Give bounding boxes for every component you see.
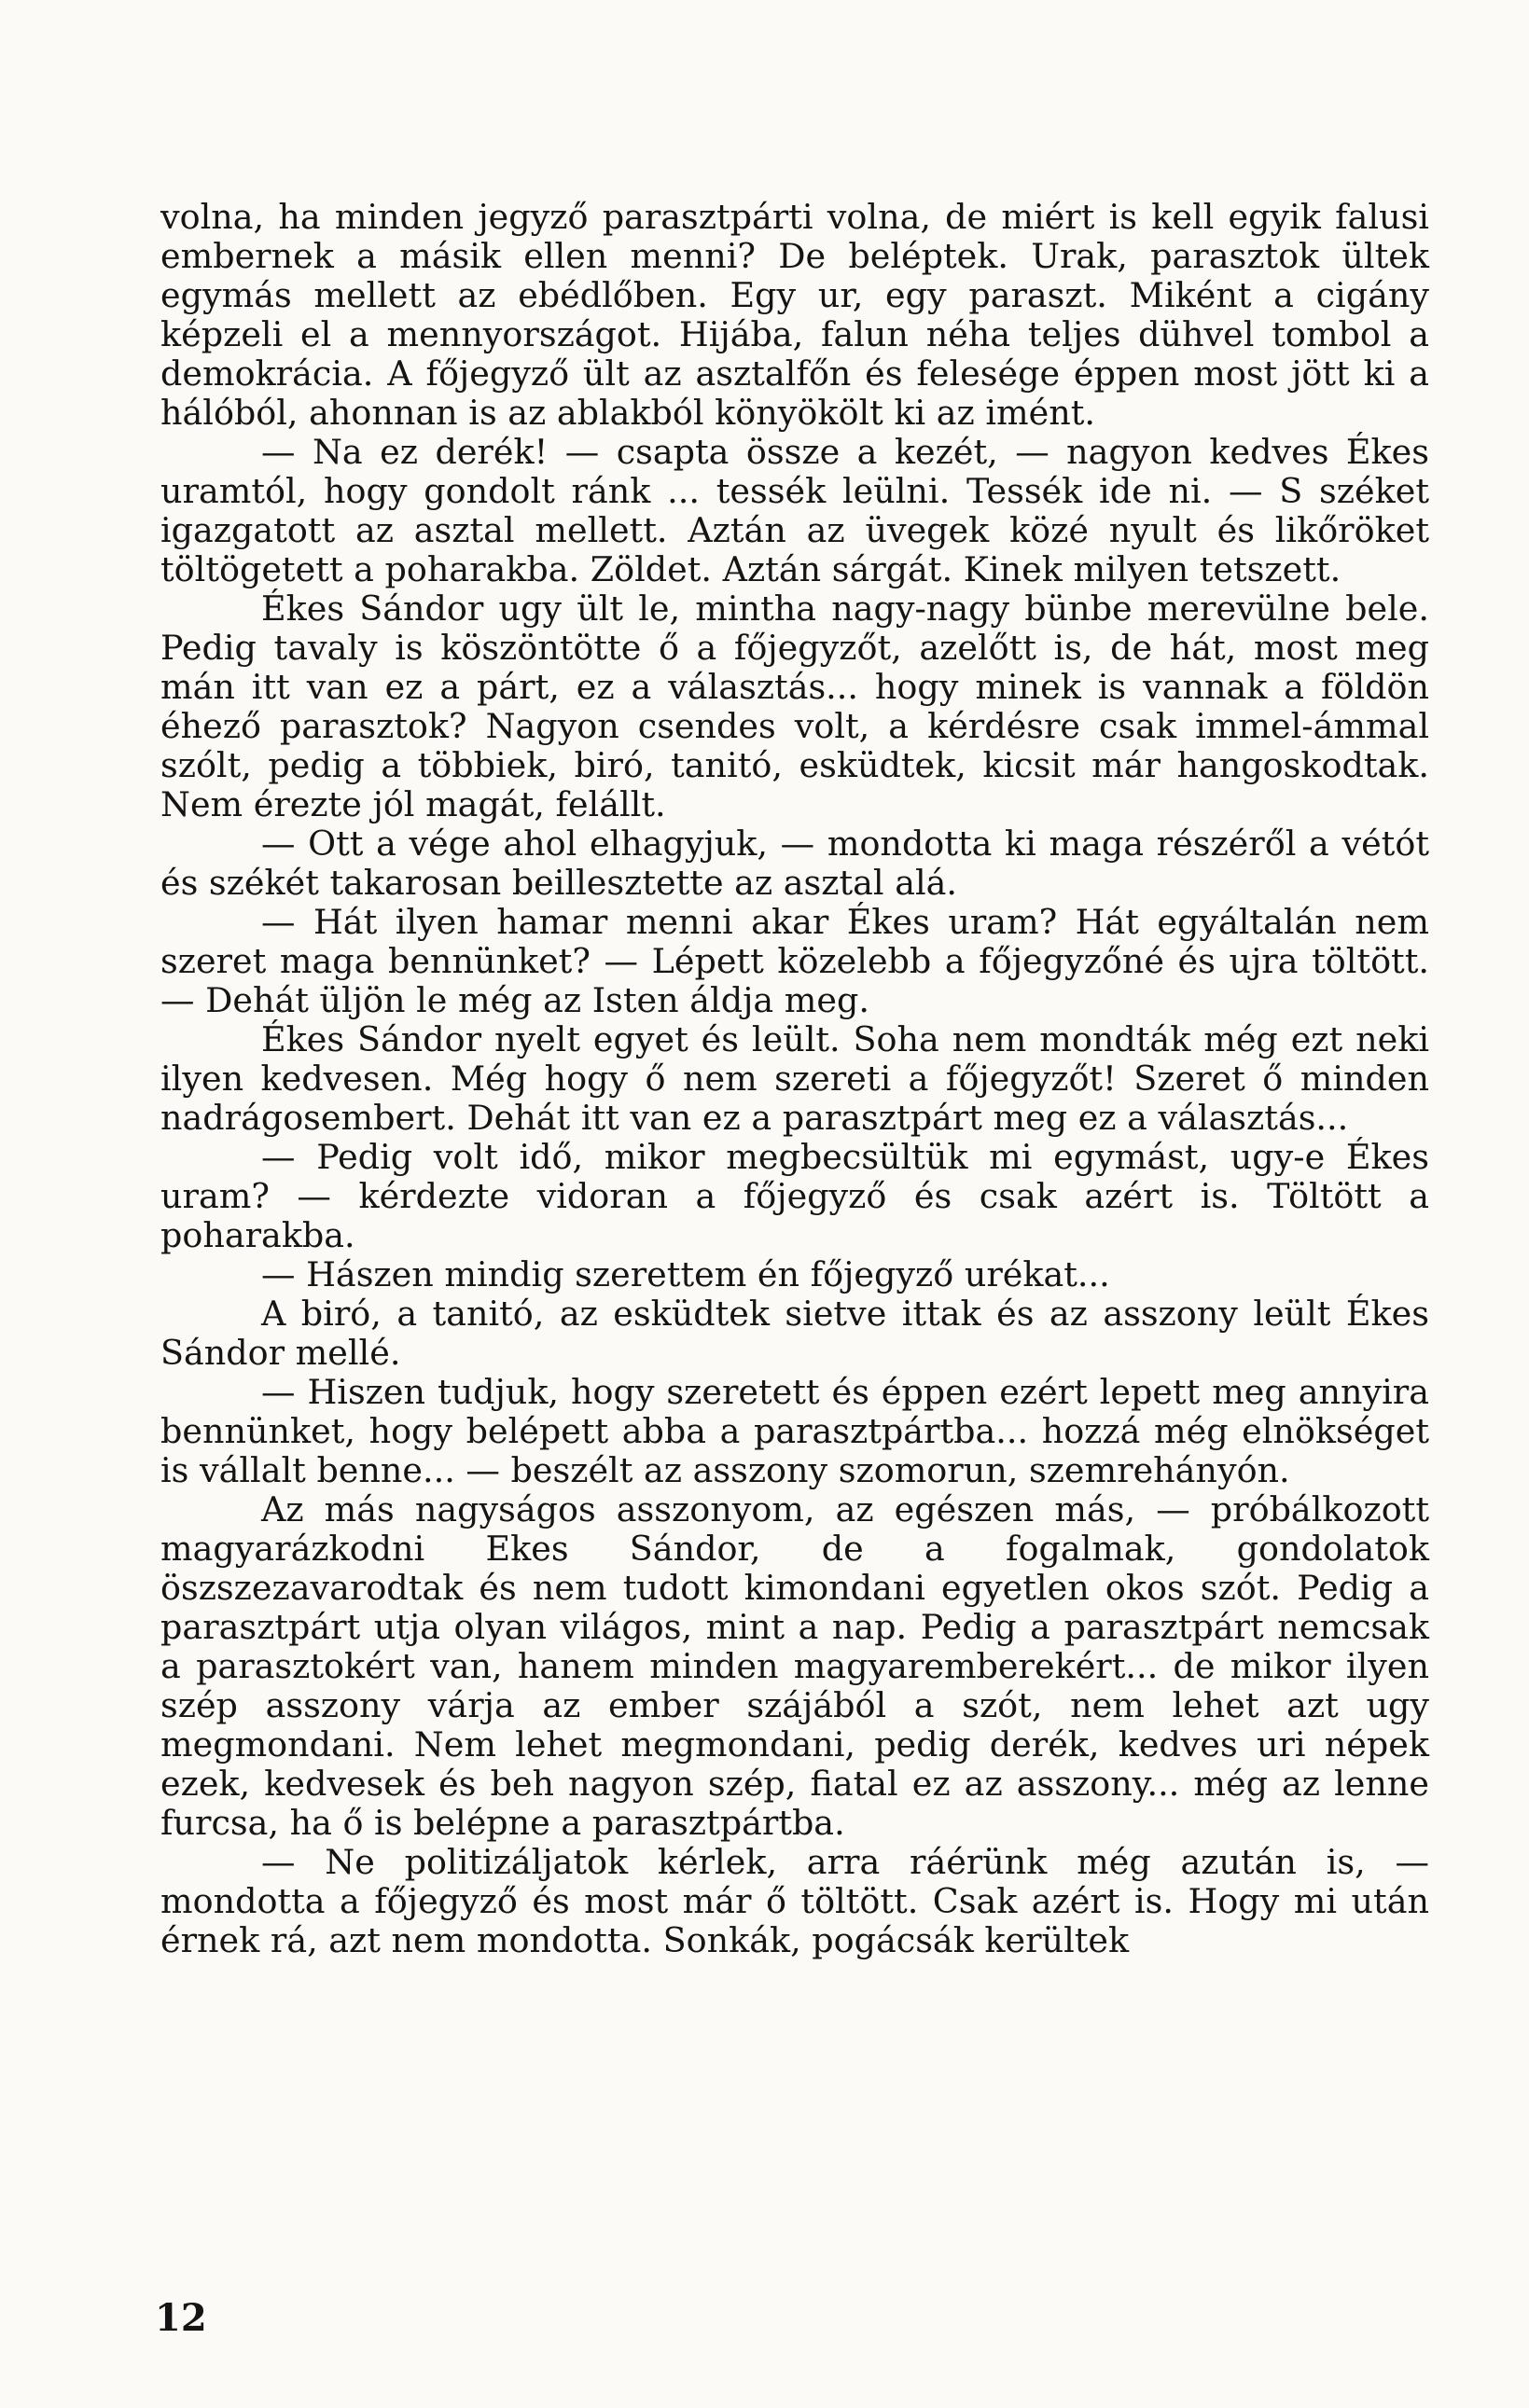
paragraph-8: — Hászen mindig szerettem én főjegyző urékat... (261, 1254, 1110, 1294)
paragraph-7: — Pedig volt idő, mikor megbecsültük mi egymást, ugy-e Ékes uram? — kérdezte vidoran a főjegyző és csak azért is. Töltött a poharakba. (160, 1137, 1429, 1255)
paragraph-4: — Ott a vége ahol elhagyjuk, — mondotta ki maga részéről a vétót és székét takarosan beillesztette az asztal alá. (160, 823, 1429, 903)
paragraph-11: Az más nagyságos asszonyom, az egészen más, — próbálkozott magyarázkodni Ekes Sándor, de a fogalmak, gondolatok öszszezavarodtak és nem tudott kimondani egyetlen okos szót. Pedig a parasztpárt utja olyan világos, mint a nap. Pedig a parasztpárt nemcsak a parasztokért van, hanem minden magyaremberekért... de mikor ilyen szép asszony várja az ember szájából a szót, nem lehet azt ugy megmondani. Nem lehet megmondani, pedig derék, kedves uri népek ezek, kedvesek és beh nagyon szép, fiatal ez az asszony... még az lenne furcsa, ha ő is belépne a parasztpártba. (160, 1489, 1429, 1843)
paragraph-12: — Ne politizáljatok kérlek, arra ráérünk még azután is, — mondotta a főjegyző és most már ő töltött. Csak azért is. Hogy mi után érnek rá, azt nem mondotta. Sonkák, pogácsák kerültek (160, 1842, 1429, 1960)
paragraph-9: A biró, a tanitó, az esküdtek sietve ittak és az asszony leült Ékes Sándor mellé. (160, 1294, 1429, 1373)
paragraph-1: volna, ha minden jegyző parasztpárti volna, de miért is kell egyik falusi embernek a másik ellen menni? De beléptek. Urak, parasztok ültek egymás mellett az ebédlőben. Egy ur, egy paraszt. Miként a cigány képzeli el a mennyországot. Hijába, falun néha teljes dühvel tombol a demokrácia. A főjegyző ült az asztalfőn és felesége éppen most jött ki a hálóból, ahonnan is az ablakból könyökölt ki az imént. (160, 197, 1429, 433)
paragraph-10: — Hiszen tudjuk, hogy szeretett és éppen ezért lepett meg annyira bennünket, hogy belépett abba a parasztpártba... hozzá még elnökséget is vállalt benne... — beszélt az asszony szomorun, szemrehányón. (160, 1372, 1429, 1490)
paragraph-6: Ékes Sándor nyelt egyet és leült. Soha nem mondták még ezt neki ilyen kedvesen. Még hogy ő nem szereti a főjegyzőt! Szeret ő minden nadrágosembert. Dehát itt van ez a parasztpárt meg ez a választás... (160, 1019, 1429, 1138)
paragraph-2: — Na ez derék! — csapta össze a kezét, — nagyon kedves Ékes uramtól, hogy gondolt ránk ... tessék leülni. Tessék ide ni. — S széket igazgatott az asztal mellett. Aztán az üvegek közé nyult és likőröket töltögetett a poharakba. Zöldet. Aztán sárgát. Kinek milyen tetszett. (160, 432, 1429, 589)
paragraph-5: — Hát ilyen hamar menni akar Ékes uram? Hát egyáltalán nem szeret maga bennünket? — Lépett közelebb a főjegyzőné és ujra töltött. — Dehát üljön le még az Isten áldja meg. (160, 902, 1429, 1020)
page-number: 12 (155, 2296, 207, 2340)
body-text (160, 198, 1429, 1960)
paragraph-3: Ékes Sándor ugy ült le, mintha nagy-nagy bünbe merevülne bele. Pedig tavaly is köszöntötte ő a főjegyzőt, azelőtt is, de hát, most meg mán itt van ez a párt, ez a választás... hogy minek is vannak a földön éhező parasztok? Nagyon csendes volt, a kérdésre csak immel-ámmal szólt, pedig a többiek, biró, tanitó, esküdtek, kicsit már hangoskodtak. Nem érezte jól magát, felállt. (160, 588, 1429, 824)
